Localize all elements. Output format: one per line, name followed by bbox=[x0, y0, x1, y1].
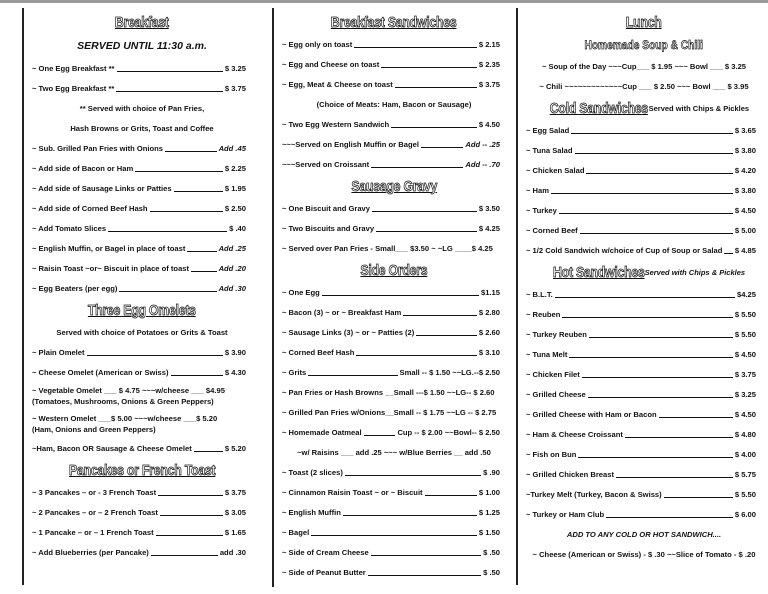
menu-item bbox=[526, 180, 762, 200]
item-name: ~ Ham bbox=[526, 185, 550, 195]
menu-item bbox=[526, 484, 762, 504]
menu-item bbox=[32, 522, 252, 542]
leader-line bbox=[356, 348, 477, 356]
item-price: $ 2.25 bbox=[224, 163, 246, 173]
item-price: $1.15 bbox=[480, 287, 500, 297]
section-title: Breakfast Sandwiches bbox=[331, 13, 457, 31]
section-title: Three Egg Omelets bbox=[88, 301, 196, 319]
menu-item bbox=[32, 178, 252, 198]
menu-item bbox=[526, 364, 762, 384]
item-price: $ 3.25 bbox=[734, 389, 756, 399]
item-name: ~ Bagel bbox=[282, 527, 310, 537]
menu-item bbox=[526, 220, 762, 240]
leader-line bbox=[391, 120, 477, 128]
section-header bbox=[282, 258, 506, 282]
leader-line bbox=[555, 290, 735, 298]
menu-item bbox=[32, 198, 252, 218]
menu-item bbox=[526, 444, 762, 464]
item-price: $ 6.00 bbox=[734, 509, 756, 519]
leader-line bbox=[588, 390, 733, 398]
menu-item bbox=[526, 304, 762, 324]
item-name: ~ 1 Pancake – or – 1 French Toast bbox=[32, 527, 154, 537]
item-name: ~ Ham & Cheese Croissant bbox=[526, 429, 623, 439]
menu-item bbox=[32, 438, 252, 458]
item-name: ~ Vegetable Omelet ___ $ 4.75 ~~~w/cheese ___ $4.95 bbox=[32, 386, 225, 395]
leader-line bbox=[150, 204, 223, 212]
menu-note: Hash Browns or Grits, Toast and Coffee bbox=[70, 123, 214, 133]
leader-line bbox=[571, 126, 733, 134]
item-price: Cup -- $ 2.00 ~~Bowl-- $ 2.50 bbox=[397, 427, 500, 437]
leader-line bbox=[191, 264, 217, 272]
item-price: $ 4.30 bbox=[224, 367, 246, 377]
leader-line bbox=[659, 410, 733, 418]
item-price: $ 3.75 bbox=[224, 487, 246, 497]
menu-item bbox=[32, 238, 252, 258]
item-name: ~ Turkey Reuben bbox=[526, 329, 587, 339]
leader-line bbox=[116, 84, 223, 92]
item-name: ~ English Muffin, or Bagel in place of toast bbox=[32, 243, 186, 253]
leader-line bbox=[425, 488, 477, 496]
menu-item bbox=[282, 302, 506, 322]
scan-top-edge bbox=[0, 0, 768, 3]
menu-item bbox=[282, 482, 506, 502]
lunch-column bbox=[516, 8, 762, 585]
menu-item bbox=[32, 78, 252, 98]
leader-line bbox=[343, 508, 477, 516]
item-price: $ 3.05 bbox=[224, 507, 246, 517]
menu-item bbox=[32, 258, 252, 278]
item-price: $ 2.50 bbox=[224, 203, 246, 213]
item-price: $ 3.75 bbox=[734, 369, 756, 379]
leader-line bbox=[586, 166, 732, 174]
item-name: ~ 3 Pancakes – or - 3 French Toast bbox=[32, 487, 157, 497]
menu-item bbox=[282, 342, 506, 362]
leader-line bbox=[664, 490, 733, 498]
item-price: $ 4.50 bbox=[734, 409, 756, 419]
menu-item: ~ Grilled Pan Fries w/Onions__Small -- $ 1.75 ~~LG -- $ 2.75 bbox=[282, 407, 497, 417]
menu-note: ADD TO ANY COLD OR HOT SANDWICH.... bbox=[566, 529, 722, 539]
section-header bbox=[32, 10, 252, 34]
menu-item bbox=[282, 34, 506, 54]
item-price: $ 4.50 bbox=[734, 349, 756, 359]
leader-line bbox=[156, 528, 223, 536]
menu-item bbox=[282, 522, 506, 542]
section-title: Cold Sandwiches bbox=[549, 99, 648, 117]
item-name: ~ One Biscuit and Gravy bbox=[282, 203, 370, 213]
leader-line bbox=[364, 428, 396, 436]
menu-item bbox=[282, 154, 506, 174]
menu-item bbox=[282, 218, 506, 238]
item-price: $ 3.80 bbox=[734, 185, 756, 195]
section-header bbox=[526, 10, 762, 34]
item-name: ~ Two Biscuits and Gravy bbox=[282, 223, 375, 233]
menu-item: ~ Served over Pan Fries - Small___ $3.50 ~ ~LG ____$ 4.25 bbox=[282, 243, 493, 253]
section-header bbox=[282, 10, 506, 34]
section-subtitle: SERVED UNTIL 11:30 a.m. bbox=[77, 40, 207, 52]
leader-line bbox=[311, 528, 477, 536]
menu-note: ** Served with choice of Pan Fries, bbox=[79, 103, 205, 113]
leader-line bbox=[160, 508, 223, 516]
menu-item bbox=[526, 384, 762, 404]
item-price: $ 1.50 bbox=[478, 527, 500, 537]
leader-line bbox=[119, 284, 216, 292]
item-price: $ 5.50 bbox=[734, 489, 756, 499]
menu-item bbox=[32, 158, 252, 178]
item-price: $ 3.75 bbox=[478, 79, 500, 89]
item-name: ~ Egg and Cheese on toast bbox=[282, 59, 380, 69]
item-name: ~ Fish on Bun bbox=[526, 449, 577, 459]
item-name: ~ 1/2 Cold Sandwich w/choice of Cup of Soup or Salad bbox=[526, 245, 723, 255]
item-name: ~ Sausage Links (3) ~ or ~ Patties (2) bbox=[282, 327, 415, 337]
item-name: ~ English Muffin bbox=[282, 507, 341, 517]
item-name: ~ B.L.T. bbox=[526, 289, 553, 299]
item-price: $ 1.25 bbox=[478, 507, 500, 517]
item-price: $ 5.00 bbox=[734, 225, 756, 235]
leader-line bbox=[625, 430, 733, 438]
leader-line bbox=[151, 548, 218, 556]
item-price: add .30 bbox=[219, 547, 246, 557]
item-name: ~ Plain Omelet bbox=[32, 347, 85, 357]
item-price: $ .50 bbox=[483, 547, 500, 557]
item-price: $ 3.90 bbox=[224, 347, 246, 357]
menu-item bbox=[526, 120, 762, 140]
item-name: ~ Egg Salad bbox=[526, 125, 570, 135]
menu-item bbox=[526, 344, 762, 364]
leader-line bbox=[108, 224, 227, 232]
item-name: ~ Reuben bbox=[526, 309, 561, 319]
item-price: $ 3.25 bbox=[224, 63, 246, 73]
leader-line bbox=[562, 310, 732, 318]
item-price: $ 2.60 bbox=[478, 327, 500, 337]
menu-item bbox=[282, 422, 506, 442]
leader-line bbox=[616, 470, 733, 478]
item-name: ~ Cinnamon Raisin Toast ~ or ~ Biscuit bbox=[282, 487, 423, 497]
item-name: ~ Raisin Toast ~or~ Biscuit in place of toast bbox=[32, 263, 190, 273]
item-name: ~~~Served on English Muffin or Bagel bbox=[282, 139, 419, 149]
item-name: ~ One Egg bbox=[282, 287, 320, 297]
item-name: ~ Homemade Oatmeal bbox=[282, 427, 362, 437]
item-name: ~ Side of Peanut Butter bbox=[282, 567, 366, 577]
item-name: ~ 2 Pancakes – or – 2 French Toast bbox=[32, 507, 158, 517]
section-header bbox=[282, 174, 506, 198]
leader-line bbox=[87, 348, 223, 356]
leader-line bbox=[580, 226, 733, 234]
leader-line bbox=[165, 144, 217, 152]
item-name: ~ Bacon (3) ~ or ~ Breakfast Ham bbox=[282, 307, 402, 317]
menu-item bbox=[282, 362, 506, 382]
menu-item bbox=[32, 342, 252, 362]
leader-line bbox=[551, 186, 733, 194]
item-price: $ 5.50 bbox=[734, 329, 756, 339]
item-name: ~ Grilled Cheese with Ham or Bacon bbox=[526, 409, 657, 419]
item-price: $ 2.15 bbox=[478, 39, 500, 49]
leader-line bbox=[171, 368, 223, 376]
leader-line bbox=[589, 330, 733, 338]
item-name: ~ Side of Cream Cheese bbox=[282, 547, 369, 557]
menu-note: Served with choice of Potatoes or Grits & Toast bbox=[56, 327, 228, 337]
leader-line bbox=[368, 568, 481, 576]
menu-item bbox=[526, 404, 762, 424]
item-price: $ 2.35 bbox=[478, 59, 500, 69]
item-price: $ 4.50 bbox=[734, 205, 756, 215]
item-name: ~ Grits bbox=[282, 367, 307, 377]
item-name: ~ Tuna Salad bbox=[526, 145, 573, 155]
section-title: Lunch bbox=[626, 13, 662, 31]
leader-line bbox=[174, 184, 223, 192]
item-name: ~ Western Omelet ___$ 5.00 ~~~w/cheese ___$ 5.20 bbox=[32, 414, 218, 423]
menu-item bbox=[32, 482, 252, 502]
menu-item bbox=[282, 562, 506, 582]
item-description: (Tomatoes, Mushrooms, Onions & Green Peppers) bbox=[32, 397, 214, 406]
leader-line bbox=[376, 224, 477, 232]
menu-note: ~ Cheese (American or Swiss) - $ .30 ~~Slice of Tomato - $ .20 bbox=[532, 549, 756, 559]
leader-line bbox=[135, 164, 223, 172]
item-name: ~ Add side of Bacon or Ham bbox=[32, 163, 134, 173]
item-price: Add .30 bbox=[218, 283, 246, 293]
section-title: Hot Sandwiches bbox=[552, 263, 645, 281]
leader-line bbox=[158, 488, 223, 496]
leader-line bbox=[117, 64, 223, 72]
menu-item bbox=[32, 138, 252, 158]
leader-line bbox=[322, 288, 479, 296]
menu-item bbox=[32, 362, 252, 382]
menu-item bbox=[32, 218, 252, 238]
section-header bbox=[32, 298, 252, 322]
item-price: $ 5.75 bbox=[734, 469, 756, 479]
item-name: ~ Two Egg Breakfast ** bbox=[32, 83, 115, 93]
menu-item bbox=[282, 74, 506, 94]
item-name: ~ Corned Beef Hash bbox=[282, 347, 355, 357]
item-price: $ 5.50 bbox=[734, 309, 756, 319]
leader-line bbox=[606, 510, 733, 518]
item-price: Add .20 bbox=[218, 263, 246, 273]
menu-item bbox=[32, 278, 252, 298]
leader-line bbox=[416, 328, 477, 336]
item-price: $ 3.80 bbox=[734, 145, 756, 155]
section-title: Breakfast bbox=[115, 13, 169, 31]
menu-item bbox=[32, 58, 252, 78]
section-subheading bbox=[526, 34, 762, 56]
section-title: Pancakes or French Toast bbox=[68, 461, 216, 479]
item-name: ~ Grilled Chicken Breast bbox=[526, 469, 614, 479]
item-name: ~ Toast (2 slices) bbox=[282, 467, 343, 477]
menu-item bbox=[282, 322, 506, 342]
leader-line bbox=[371, 548, 481, 556]
item-name: ~~~Served on Croissant bbox=[282, 159, 370, 169]
leader-line bbox=[308, 368, 397, 376]
item-price: Add -- .25 bbox=[465, 139, 500, 149]
item-name: ~ Add Tomato Slices bbox=[32, 223, 107, 233]
item-price: $ 3.65 bbox=[734, 125, 756, 135]
item-name: ~ Tuna Melt bbox=[526, 349, 568, 359]
menu-item bbox=[32, 382, 252, 410]
leader-line bbox=[569, 350, 732, 358]
item-price: $ 4.00 bbox=[734, 449, 756, 459]
menu-item bbox=[282, 134, 506, 154]
item-price: Add .25 bbox=[218, 243, 246, 253]
subheading-text: Homemade Soup & Chili bbox=[584, 38, 704, 52]
section-header bbox=[526, 96, 762, 120]
menu-item bbox=[32, 542, 252, 562]
leader-line bbox=[372, 204, 477, 212]
leader-line bbox=[371, 160, 463, 168]
leader-line bbox=[724, 246, 732, 254]
item-price: $ .50 bbox=[483, 567, 500, 577]
menu-item bbox=[526, 240, 762, 260]
item-name: ~ One Egg Breakfast ** bbox=[32, 63, 115, 73]
section-tag: Served with Chips & Pickles bbox=[644, 267, 746, 277]
menu-note: ~w/ Raisins ___ add .25 ~~~ w/Blue Berries __ add .50 bbox=[297, 447, 491, 457]
leader-line bbox=[381, 60, 477, 68]
menu-note: (Choice of Meats: Ham, Bacon or Sausage) bbox=[316, 99, 472, 109]
item-price: $ 1.95 bbox=[224, 183, 246, 193]
item-price: $ 4.50 bbox=[478, 119, 500, 129]
menu-item bbox=[282, 114, 506, 134]
breakfast-sandwiches-column bbox=[272, 8, 506, 587]
leader-line bbox=[194, 444, 223, 452]
item-name: ~ Cheese Omelet (American or Swiss) bbox=[32, 367, 169, 377]
item-price: $ 2.80 bbox=[478, 307, 500, 317]
menu-item bbox=[282, 54, 506, 74]
item-name: ~ Egg Beaters (per egg) bbox=[32, 283, 118, 293]
item-price: $ 1.65 bbox=[224, 527, 246, 537]
item-name: ~ Turkey bbox=[526, 205, 557, 215]
item-name: ~Ham, Bacon OR Sausage & Cheese Omelet bbox=[32, 443, 192, 453]
item-name: ~ Add side of Sausage Links or Patties bbox=[32, 183, 172, 193]
item-name: ~ Egg only on toast bbox=[282, 39, 353, 49]
item-price: $ 4.80 bbox=[734, 429, 756, 439]
item-price: $ 4.25 bbox=[478, 223, 500, 233]
item-price: $ 3.50 bbox=[478, 203, 500, 213]
item-price: $ .90 bbox=[483, 467, 500, 477]
menu-item bbox=[526, 160, 762, 180]
leader-line bbox=[421, 140, 463, 148]
menu-item bbox=[526, 284, 762, 304]
item-name: ~ Two Egg Western Sandwich bbox=[282, 119, 390, 129]
section-title: Sausage Gravy bbox=[351, 177, 437, 195]
menu-item bbox=[526, 464, 762, 484]
breakfast-column bbox=[22, 8, 252, 585]
item-price: Add -- .70 bbox=[465, 159, 500, 169]
menu-item bbox=[526, 504, 762, 524]
leader-line bbox=[559, 206, 733, 214]
menu-note: ~ Chili ~~~~~~~~~~~~~Cup ___ $ 2.50 ~~~ Bowl ___ $ 3.95 bbox=[539, 81, 749, 91]
leader-line bbox=[575, 146, 733, 154]
item-price: $ 1.00 bbox=[478, 487, 500, 497]
leader-line bbox=[403, 308, 477, 316]
item-price: $ 5.20 bbox=[224, 443, 246, 453]
menu-item bbox=[526, 324, 762, 344]
item-name: ~ Egg, Meat & Cheese on toast bbox=[282, 79, 393, 89]
item-name: ~ Grilled Cheese bbox=[526, 389, 586, 399]
menu-item bbox=[32, 502, 252, 522]
item-name: ~ Chicken Salad bbox=[526, 165, 585, 175]
menu-item bbox=[526, 140, 762, 160]
item-price: $ 3.75 bbox=[224, 83, 246, 93]
menu-item bbox=[526, 200, 762, 220]
menu-item bbox=[32, 410, 252, 438]
menu-item bbox=[282, 282, 506, 302]
item-name: ~ Turkey or Ham Club bbox=[526, 509, 605, 519]
item-price: $4.25 bbox=[736, 289, 756, 299]
item-name: ~ Sub. Grilled Pan Fries with Onions bbox=[32, 143, 164, 153]
item-name: ~ Chicken Filet bbox=[526, 369, 580, 379]
item-name: ~ Add Blueberries (per Pancake) bbox=[32, 547, 149, 557]
item-price: Add .45 bbox=[218, 143, 246, 153]
item-price: $ 4.20 bbox=[734, 165, 756, 175]
menu-note: ~ Soup of the Day ~~~Cup___ $ 1.95 ~~~ Bowl ___ $ 3.25 bbox=[541, 61, 747, 71]
item-name: ~Turkey Melt (Turkey, Bacon & Swiss) bbox=[526, 489, 662, 499]
leader-line bbox=[582, 370, 733, 378]
leader-line bbox=[395, 80, 477, 88]
menu-item bbox=[282, 502, 506, 522]
section-title: Side Orders bbox=[360, 261, 428, 279]
menu-item bbox=[282, 462, 506, 482]
section-header bbox=[526, 260, 762, 284]
section-header bbox=[32, 458, 252, 482]
item-price: $ 4.85 bbox=[734, 245, 756, 255]
item-name: ~ Corned Beef bbox=[526, 225, 578, 235]
item-name: ~ Add side of Corned Beef Hash bbox=[32, 203, 148, 213]
menu-item bbox=[282, 542, 506, 562]
menu-item: ~ Pan Fries or Hash Browns __Small ---$ 1.50 ~~LG-- $ 2.60 bbox=[282, 387, 495, 397]
menu-item bbox=[526, 424, 762, 444]
menu-item bbox=[282, 198, 506, 218]
leader-line bbox=[345, 468, 481, 476]
item-price: Small -- $ 1.50 ~~LG.--$ 2.50 bbox=[399, 367, 500, 377]
item-price: $ .40 bbox=[229, 223, 246, 233]
section-tag: Served with Chips & Pickles bbox=[648, 103, 750, 113]
item-price: $ 3.10 bbox=[478, 347, 500, 357]
leader-line bbox=[578, 450, 732, 458]
leader-line bbox=[354, 40, 477, 48]
item-description: (Ham, Onions and Green Peppers) bbox=[32, 425, 156, 434]
leader-line bbox=[187, 244, 216, 252]
